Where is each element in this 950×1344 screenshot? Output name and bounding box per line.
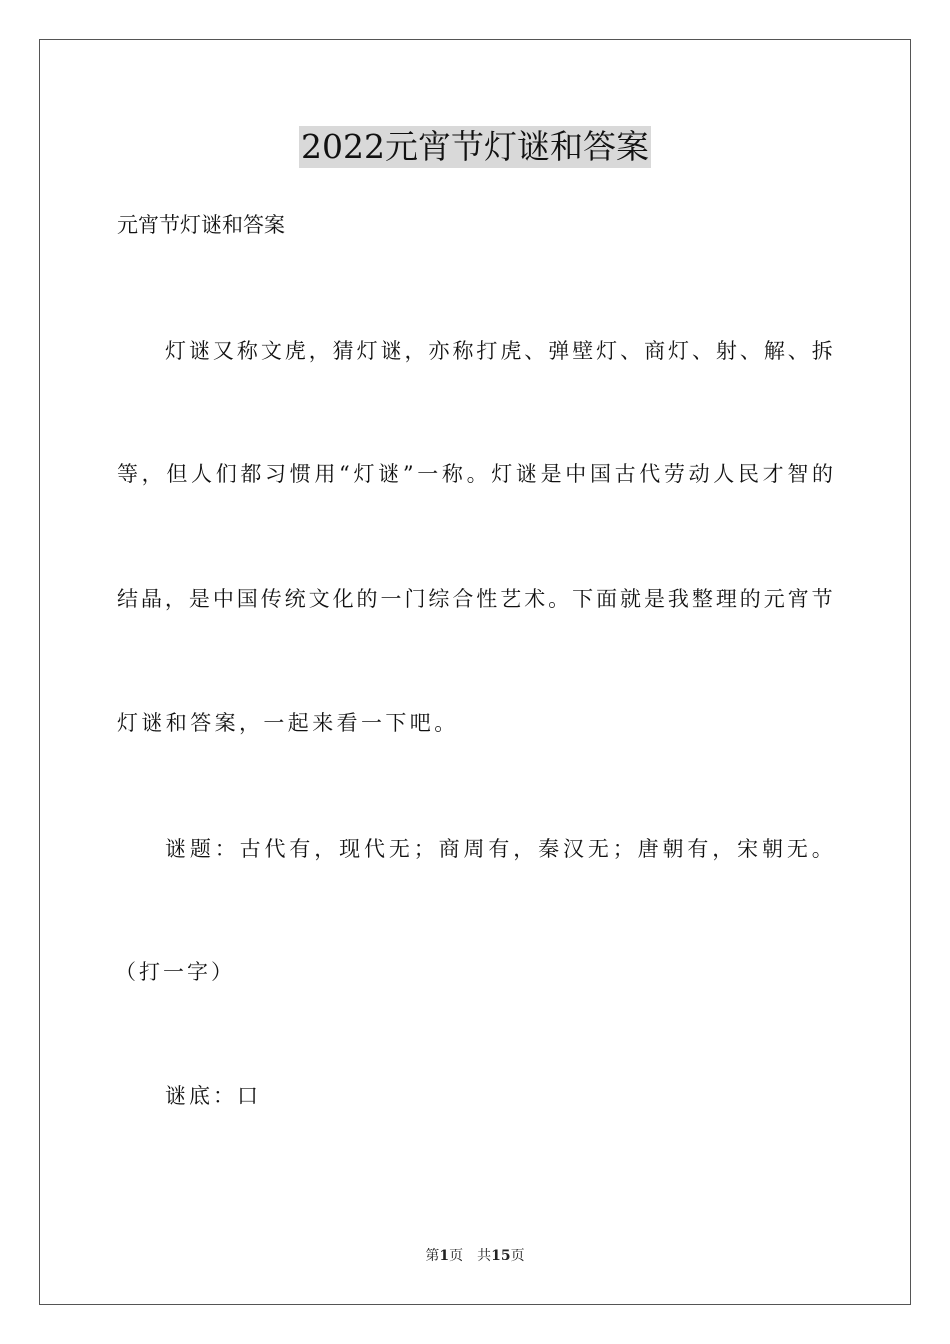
text-char: 是 — [188, 587, 210, 611]
text-char: 的 — [811, 462, 833, 486]
text-char: 但 — [166, 462, 188, 486]
text-char: 谜 — [188, 339, 210, 363]
text-char: 艺 — [500, 587, 522, 611]
footer-page-total: 15 — [491, 1248, 511, 1264]
text-char: 猜 — [332, 339, 354, 363]
text-char: 整 — [691, 587, 713, 611]
text-char: ， — [513, 837, 535, 861]
text-char: 灯 — [668, 339, 690, 363]
paragraph-line-2 — [117, 459, 833, 489]
text-char: 统 — [284, 587, 306, 611]
text-char: 综 — [428, 587, 450, 611]
text-char: 谜 — [165, 837, 186, 861]
text-char: 传 — [260, 587, 282, 611]
text-char: ， — [314, 837, 336, 861]
footer-mid: 页 共 — [449, 1248, 492, 1264]
text-char: 朝 — [762, 837, 783, 861]
text-char: 化 — [332, 587, 354, 611]
text-char: 称 — [452, 339, 474, 363]
text-char: 称 — [441, 462, 463, 486]
text-char: 一 — [417, 462, 439, 486]
text-char: 、 — [739, 339, 761, 363]
text-char: 谜 — [515, 462, 537, 486]
text-char: 有 — [488, 837, 510, 861]
text-char: 谜 — [378, 462, 400, 486]
text-char: 结 — [117, 587, 138, 611]
text-char: ； — [413, 837, 435, 861]
text-char: 是 — [643, 587, 665, 611]
text-char: ， — [308, 339, 330, 363]
text-char: 们 — [215, 462, 237, 486]
text-char: 等 — [117, 462, 138, 486]
text-char: 民 — [737, 462, 759, 486]
text-char: 有 — [289, 837, 311, 861]
text-char: 、 — [787, 339, 809, 363]
text-char: 、 — [691, 339, 713, 363]
text-char: ； — [612, 837, 634, 861]
text-char: 弹 — [548, 339, 570, 363]
text-char: 虎 — [284, 339, 306, 363]
text-char: ， — [141, 462, 163, 486]
text-char: 门 — [404, 587, 426, 611]
paragraph-line-3 — [117, 584, 833, 614]
text-char: 一 — [380, 587, 402, 611]
text-char: 灯 — [596, 339, 618, 363]
text-char: 是 — [540, 462, 562, 486]
text-char: 、 — [524, 339, 546, 363]
text-char: 无 — [587, 837, 609, 861]
paragraph-line-4: 灯谜和答案，一起来看一下吧。 — [117, 711, 459, 735]
text-char: ， — [164, 587, 186, 611]
text-char: 灯 — [353, 462, 375, 486]
text-char: 元 — [763, 587, 785, 611]
text-char: 亦 — [428, 339, 450, 363]
text-char: 节 — [811, 587, 833, 611]
text-char: 商 — [644, 339, 666, 363]
text-char: 代 — [639, 462, 661, 486]
text-char: ” — [402, 462, 414, 486]
text-char: 下 — [572, 587, 594, 611]
text-char: 古 — [614, 462, 636, 486]
document-title — [0, 126, 950, 168]
text-char: 代 — [264, 837, 286, 861]
text-char: 劳 — [663, 462, 685, 486]
text-char: 周 — [463, 837, 485, 861]
text-char: 智 — [787, 462, 809, 486]
text-char: 宵 — [787, 587, 809, 611]
text-char: 灯 — [491, 462, 513, 486]
text-char: 面 — [596, 587, 618, 611]
text-char: ， — [404, 339, 426, 363]
paragraph-line-1 — [165, 336, 833, 366]
text-char: 有 — [687, 837, 709, 861]
text-char: 惯 — [289, 462, 311, 486]
footer-page-current: 1 — [439, 1248, 450, 1264]
text-char: 壁 — [572, 339, 594, 363]
text-char: 又 — [212, 339, 234, 363]
text-char: 中 — [565, 462, 587, 486]
text-char: 用 — [314, 462, 336, 486]
text-char: 灯 — [356, 339, 378, 363]
text-char: 国 — [589, 462, 611, 486]
text-char: 打 — [476, 339, 498, 363]
text-char: 的 — [739, 587, 761, 611]
text-char: 灯 — [165, 339, 186, 363]
text-char: 宋 — [737, 837, 759, 861]
text-char: 人 — [191, 462, 213, 486]
text-char: 就 — [620, 587, 642, 611]
text-char: 文 — [260, 339, 282, 363]
text-char: 、 — [620, 339, 642, 363]
text-char: 虎 — [500, 339, 522, 363]
text-char: 现 — [339, 837, 361, 861]
text-char: 无 — [786, 837, 808, 861]
text-char: 唐 — [637, 837, 659, 861]
riddle-answer: 谜底：口 — [165, 1084, 261, 1108]
text-char: 商 — [438, 837, 460, 861]
text-char: 古 — [239, 837, 261, 861]
footer-prefix: 第 — [425, 1248, 440, 1264]
text-char: 中 — [212, 587, 234, 611]
text-char: 代 — [364, 837, 385, 861]
text-char: 晶 — [140, 587, 162, 611]
text-char: ， — [712, 837, 734, 861]
text-char: 。 — [466, 462, 488, 486]
page-footer — [0, 1246, 950, 1266]
text-char: “ — [339, 462, 350, 486]
text-char: 的 — [356, 587, 378, 611]
footer-suffix: 页 — [510, 1248, 525, 1264]
text-char: 人 — [713, 462, 735, 486]
riddle-hint: （打一字） — [115, 960, 235, 984]
text-char: 合 — [452, 587, 474, 611]
text-char: 题 — [189, 837, 211, 861]
title-text: 2022元宵节灯谜和答案 — [301, 127, 649, 166]
text-char: 我 — [667, 587, 689, 611]
riddle-question — [165, 834, 833, 864]
text-char: 才 — [762, 462, 784, 486]
text-char: 文 — [308, 587, 330, 611]
text-char: 汉 — [563, 837, 584, 861]
subtitle: 元宵节灯谜和答案 — [117, 213, 285, 237]
text-char: ： — [214, 837, 236, 861]
text-char: 射 — [715, 339, 737, 363]
text-char: 理 — [715, 587, 737, 611]
text-char: 。 — [548, 587, 570, 611]
text-char: 都 — [240, 462, 262, 486]
text-char: 动 — [688, 462, 710, 486]
text-char: 解 — [763, 339, 785, 363]
text-char: 习 — [265, 462, 287, 486]
text-char: 国 — [236, 587, 258, 611]
text-char: 术 — [524, 587, 546, 611]
text-char: 。 — [811, 837, 833, 861]
text-char: 无 — [388, 837, 410, 861]
text-char: 称 — [236, 339, 258, 363]
text-char: 朝 — [662, 837, 684, 861]
text-char: 谜 — [380, 339, 402, 363]
text-char: 拆 — [811, 339, 833, 363]
text-char: 性 — [476, 587, 498, 611]
text-char: 秦 — [538, 837, 560, 861]
